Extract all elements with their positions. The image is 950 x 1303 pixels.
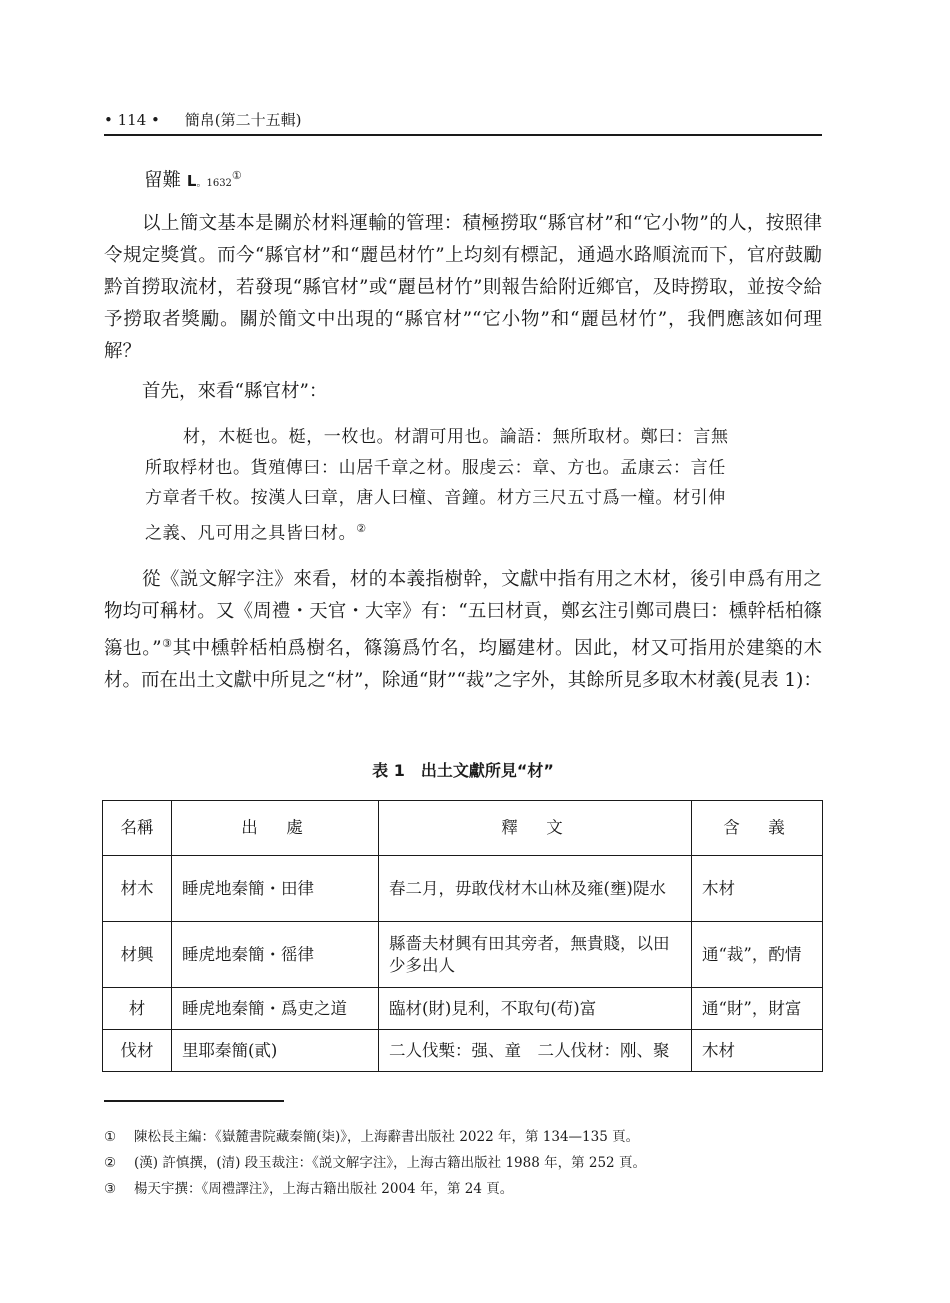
check-mark: L (186, 172, 197, 191)
footnote-ref-3: ③ (161, 637, 173, 650)
cell-name: 材興 (103, 922, 172, 988)
cell-text: 春二月，毋敢伐材木山林及雍(壅)隄水 (379, 856, 692, 922)
header-source: 出 處 (172, 801, 379, 856)
table-row (103, 922, 823, 988)
paragraph-1 (104, 208, 822, 368)
quote-line: 方章者千枚。按漢人曰章，唐人曰橦、音鐘。材方三尺五寸爲一橦。材引伸 (145, 488, 726, 508)
journal-title: 簡帛(第二十五輯) (184, 111, 302, 129)
footnote-mark: ② (104, 1155, 117, 1171)
footnote-ref-2: ② (356, 521, 367, 535)
paragraph-3 (104, 564, 822, 697)
table-row (103, 856, 823, 922)
running-header (104, 108, 822, 136)
paragraph-3-text-a: 從《説文解字注》來看，材的本義指樹幹，文獻中指有用之木材，後引申爲有用之物均可稱材。又《周禮・天官・大宰》有：“五曰材貢，鄭玄注引鄭司農曰：櫄幹栝柏篠簜也。” (104, 569, 822, 660)
footnote-text: (漢) 許慎撰，(清) 段玉裁注：《説文解字注》，上海古籍出版社 1988 年，第 252 頁。 (134, 1155, 646, 1171)
quote-line: 材，木梃也。梃，一枚也。材謂可用也。論語：無所取材。鄭曰：言無 (183, 427, 729, 447)
data-table (102, 800, 823, 1072)
table-row (103, 988, 823, 1030)
table-header-row (103, 801, 823, 856)
cell-source: 里耶秦簡(貳) (172, 1030, 379, 1072)
table-row (103, 1030, 823, 1072)
cell-name: 材 (103, 988, 172, 1030)
footnote (104, 1124, 822, 1150)
footnotes (104, 1124, 822, 1202)
paragraph-2 (104, 376, 822, 408)
top-line (104, 160, 822, 200)
footnote-divider (104, 1100, 284, 1102)
quote-line: 所取桴材也。貨殖傳曰：山居千章之材。服虔云：章、方也。孟康云：言任 (145, 457, 726, 478)
header-text: 釋 文 (379, 801, 692, 856)
cell-meaning: 木材 (692, 1030, 823, 1072)
footnote (104, 1150, 822, 1176)
footnote (104, 1176, 822, 1202)
cell-text: 臨材(財)見利，不取句(苟)富 (379, 988, 692, 1030)
table-caption: 表 1 出土文獻所見“材” (372, 761, 554, 780)
paragraph-2-text: 首先，來看“縣官材”： (142, 381, 328, 402)
footnote-mark: ③ (104, 1181, 117, 1197)
cell-meaning: 木材 (692, 856, 823, 922)
cell-text: 縣嗇夫材興有田其旁者，無貴賤，以田少多出人 (379, 922, 692, 988)
footnote-mark: ① (104, 1129, 117, 1145)
paragraph-1-text: 以上簡文基本是關於材料運輸的管理：積極撈取“縣官材”和“它小物”的人，按照律令規定獎賞。而今“縣官材”和“麗邑材竹”上均刻有標記，通過水路順流而下，官府鼓勵黔首撈取流材，若發現“縣官材”或“麗邑材竹”則報告給附近鄉官，及時撈取，並按令給予撈取者獎勵。關於簡文中出現的“縣官材”“它小物”和“麗邑材竹”，我們應該如何理解？ (104, 213, 822, 362)
slip-number: 。1632 (196, 178, 232, 190)
fragment-text: 留難 (144, 170, 182, 192)
header-name: 名稱 (103, 801, 172, 856)
footnote-text: 楊天宇撰：《周禮譯注》，上海古籍出版社 2004 年，第 24 頁。 (134, 1181, 514, 1197)
cell-source: 睡虎地秦簡・徭律 (172, 922, 379, 988)
quote-line: 之義、凡可用之具皆曰材。 (145, 523, 357, 544)
cell-meaning: 通“財”，財富 (692, 988, 823, 1030)
header-meaning: 含 義 (692, 801, 823, 856)
page-number: • 114 • (104, 111, 160, 129)
cell-name: 伐材 (103, 1030, 172, 1072)
cell-text: 二人伐槧：强、童 二人伐材：刚、聚 (379, 1030, 692, 1072)
footnote-ref-1: ① (231, 169, 242, 182)
cell-source: 睡虎地秦簡・田律 (172, 856, 379, 922)
footnote-text: 陳松長主編：《嶽麓書院藏秦簡(柒)》，上海辭書出版社 2022 年，第 134—135 頁。 (134, 1129, 640, 1145)
cell-meaning: 通“裁”，酌情 (692, 922, 823, 988)
paragraph-3-text-b: 其中櫄幹栝柏爲樹名，篠簜爲竹名，均屬建材。因此，材又可指用於建築的木材。而在出土文獻中所見之“材”，除通“財”“裁”之字外，其餘所見多取木材義(見表 1)： (104, 638, 822, 692)
block-quote (145, 422, 785, 549)
cell-source: 睡虎地秦簡・爲吏之道 (172, 988, 379, 1030)
cell-name: 材木 (103, 856, 172, 922)
